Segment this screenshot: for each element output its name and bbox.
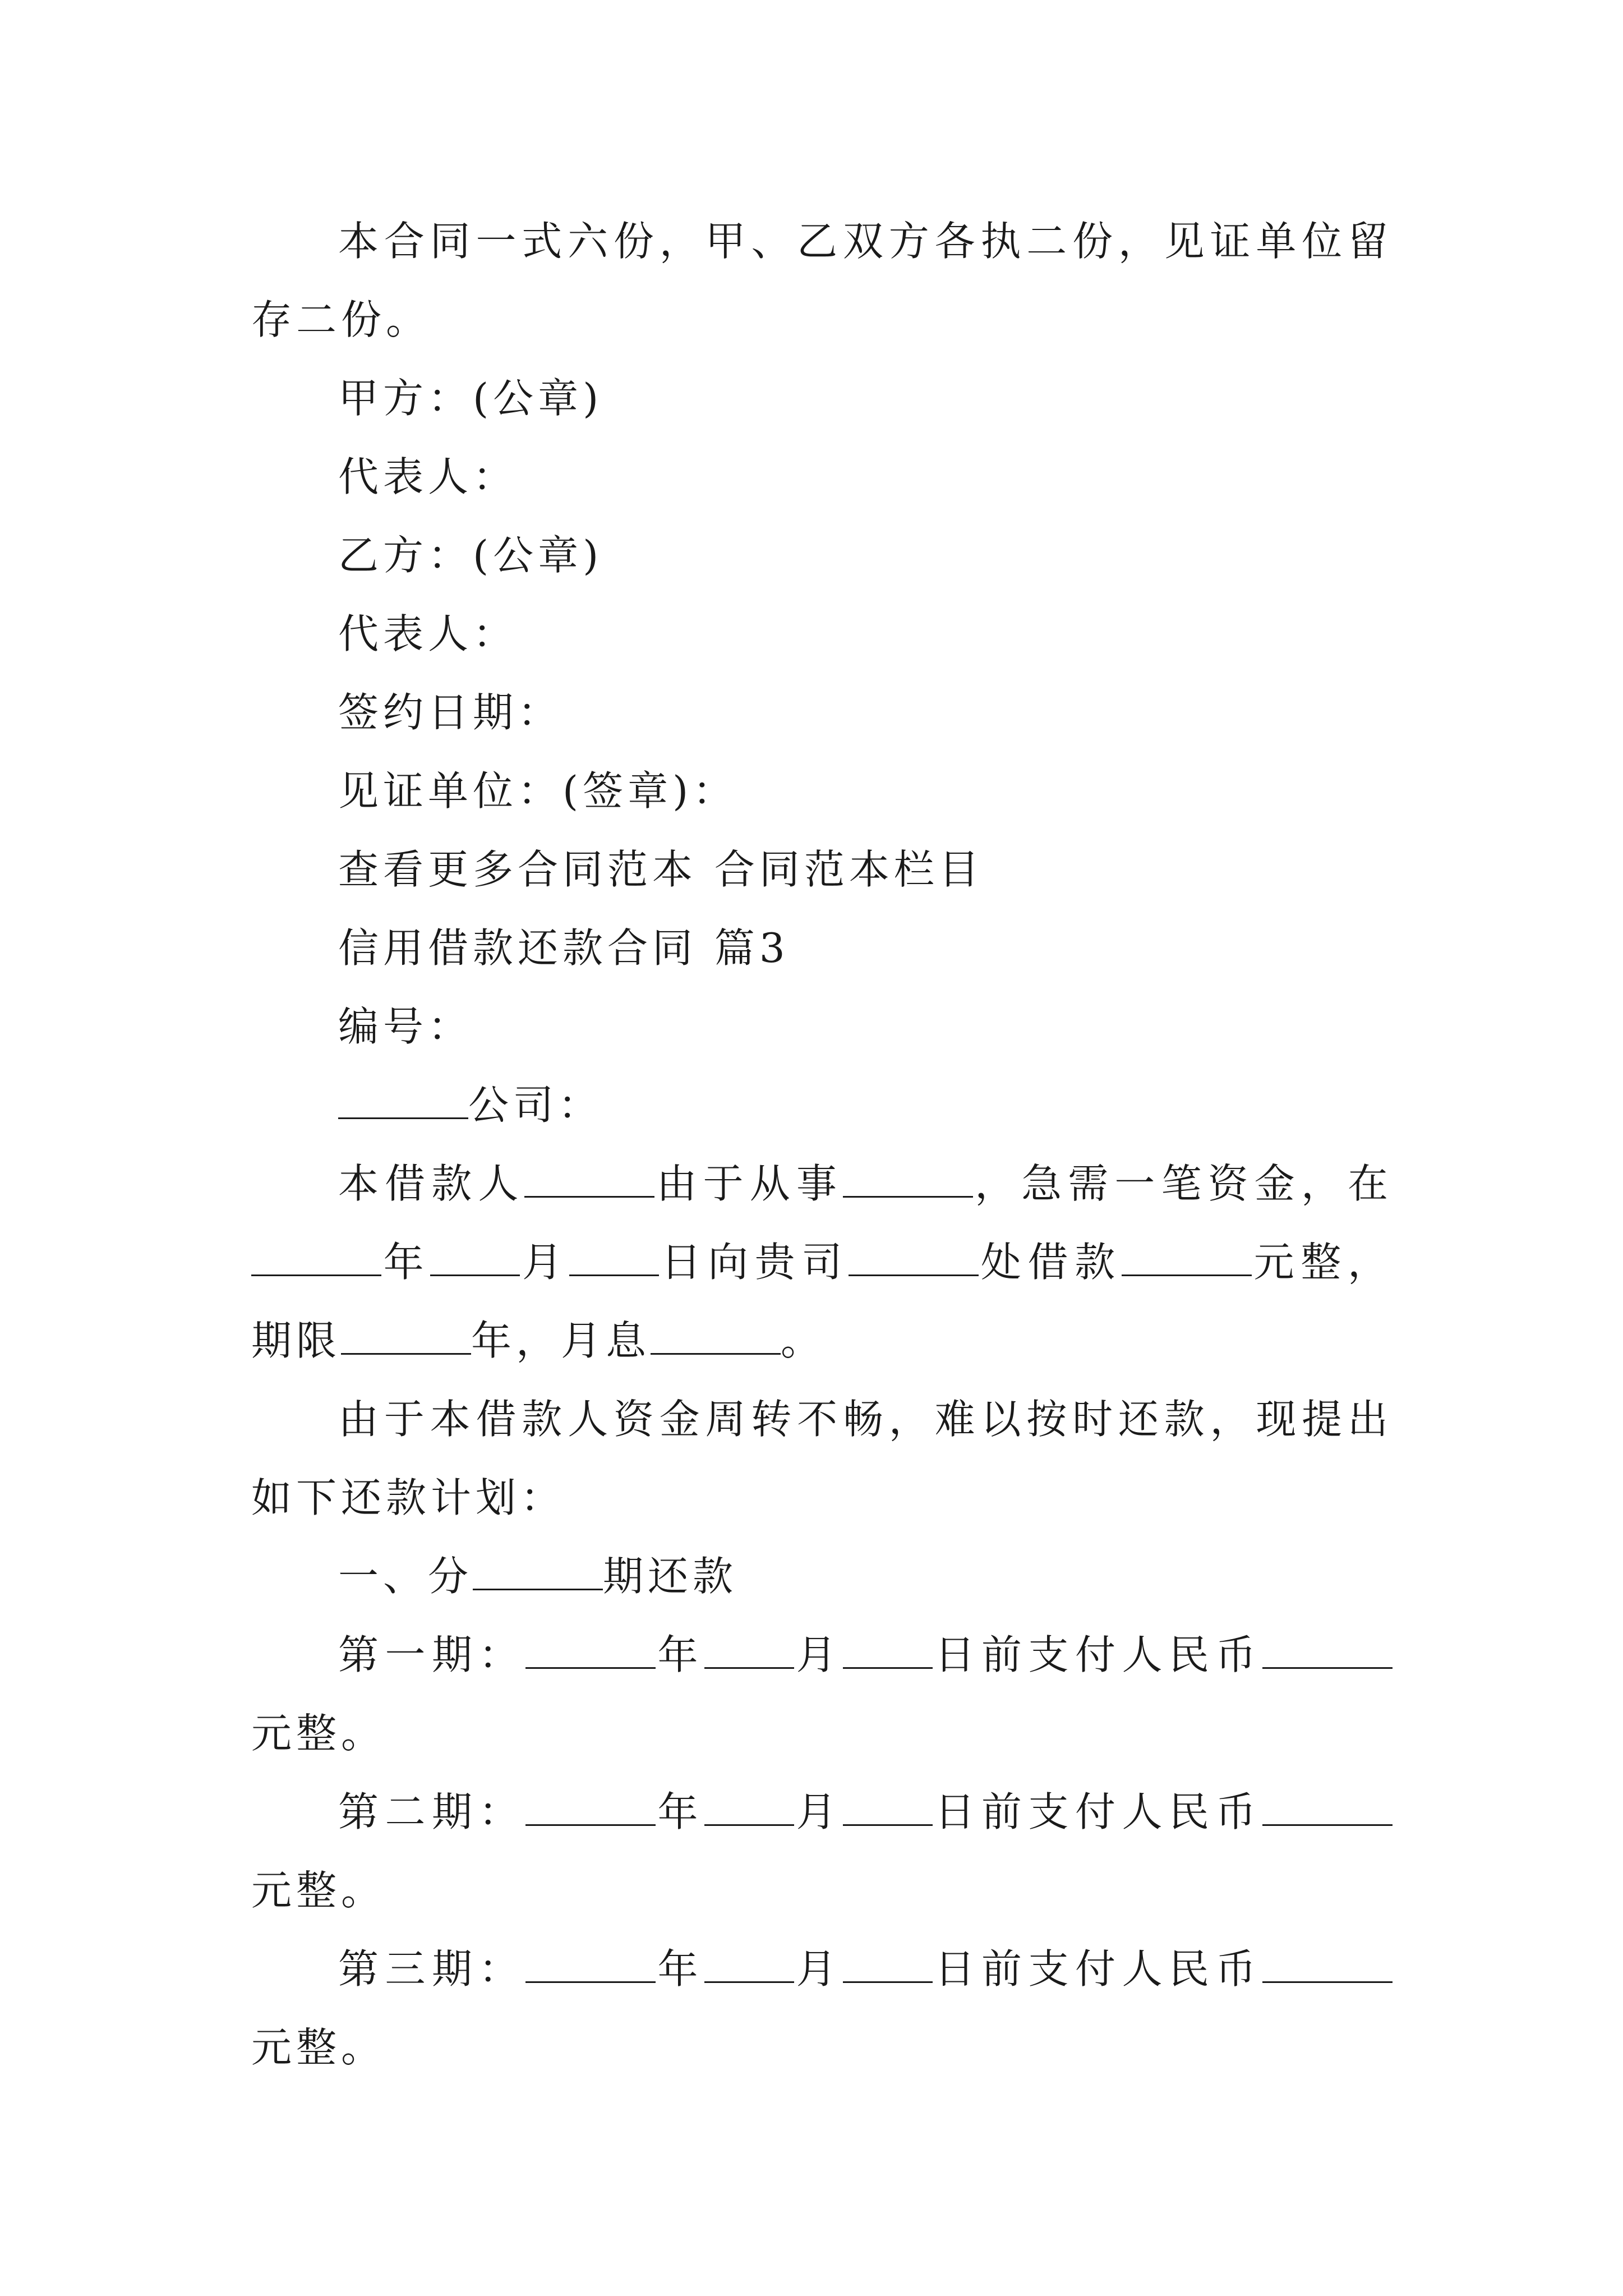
installment-text: 日前支付人民币 [933, 1945, 1262, 1993]
loan-text: 由于从事 [654, 1160, 843, 1207]
amount-blank [1262, 1635, 1393, 1669]
year-blank [525, 1792, 656, 1826]
year-blank [525, 1949, 656, 1983]
section-title: 信用借款还款合同 篇3 [338, 924, 790, 972]
signing-date: 签约日期： [338, 689, 563, 736]
installment-text: 日前支付人民币 [933, 1631, 1262, 1678]
party-b: 乙方：(公章) [338, 532, 603, 579]
year-blank [251, 1242, 381, 1276]
installment-text: 月 [794, 1631, 843, 1678]
day-blank [843, 1792, 933, 1826]
more-templates-link: 查看更多合同范本 合同范本栏目 [338, 846, 984, 893]
installment-count-blank [473, 1556, 603, 1590]
repayment-reason: 由于本借款人资金周转不畅，难以按时还款，现提出如下还款计划： [251, 1396, 1393, 1521]
loan-text: 处借款 [979, 1239, 1122, 1286]
loan-statement [251, 1144, 1393, 1380]
installment-label: 第一期： [338, 1631, 525, 1678]
installment-text: 月 [794, 1788, 843, 1835]
month-blank [704, 1635, 794, 1669]
day-blank [843, 1949, 933, 1983]
loan-text: 本借款人 [338, 1160, 525, 1207]
loan-text: 日向贵司 [658, 1239, 849, 1286]
interest-blank [651, 1320, 781, 1355]
business-blank [843, 1163, 973, 1198]
borrower-blank [524, 1163, 654, 1198]
installment-text: 年 [656, 1788, 704, 1835]
office-blank [849, 1242, 979, 1276]
month-blank [704, 1792, 794, 1826]
amount-blank [1262, 1792, 1393, 1826]
installment-1 [251, 1616, 1393, 1773]
witness-unit: 见证单位：(签章)： [338, 767, 738, 815]
party-b-representative: 代表人： [338, 610, 518, 657]
company-blank [338, 1085, 468, 1119]
loan-text: 。 [781, 1317, 826, 1364]
loan-text: 元整，期限 [251, 1239, 1393, 1364]
installment-text: 元整。 [251, 1710, 386, 1757]
month-blank [704, 1949, 794, 1983]
year-blank [525, 1635, 656, 1669]
installment-label: 第三期： [338, 1945, 525, 1993]
contract-number: 编号： [338, 1003, 473, 1050]
company-line [251, 1066, 1393, 1144]
loan-text: ，急需一笔资金，在 [972, 1160, 1393, 1207]
party-a-representative: 代表人： [338, 453, 518, 500]
term-blank [341, 1320, 471, 1355]
installment-text: 一、分 [338, 1553, 473, 1600]
installment-text: 期还款 [603, 1553, 738, 1600]
installment-count [251, 1537, 1393, 1616]
month-blank [430, 1242, 520, 1276]
loan-text: 年 [381, 1239, 431, 1286]
day-blank [843, 1635, 933, 1669]
installment-label: 第二期： [338, 1788, 525, 1835]
paragraph-copies: 本合同一式六份，甲、乙双方各执二份，见证单位留存二份。 [251, 218, 1393, 343]
installment-3 [251, 1930, 1393, 2087]
installment-text: 日前支付人民币 [933, 1788, 1262, 1835]
installment-text: 元整。 [251, 2024, 386, 2071]
loan-text: 月 [520, 1239, 569, 1286]
party-a: 甲方：(公章) [338, 375, 603, 422]
amount-blank [1262, 1949, 1393, 1983]
day-blank [569, 1242, 659, 1276]
loan-text: 年，月息 [471, 1317, 651, 1364]
installment-text: 月 [794, 1945, 843, 1993]
installment-2 [251, 1773, 1393, 1930]
document-body [251, 202, 1393, 2087]
installment-text: 年 [656, 1631, 704, 1678]
installment-text: 元整。 [251, 1867, 386, 1914]
company-label: 公司： [468, 1082, 603, 1129]
amount-blank [1122, 1242, 1252, 1276]
installment-text: 年 [656, 1945, 704, 1993]
